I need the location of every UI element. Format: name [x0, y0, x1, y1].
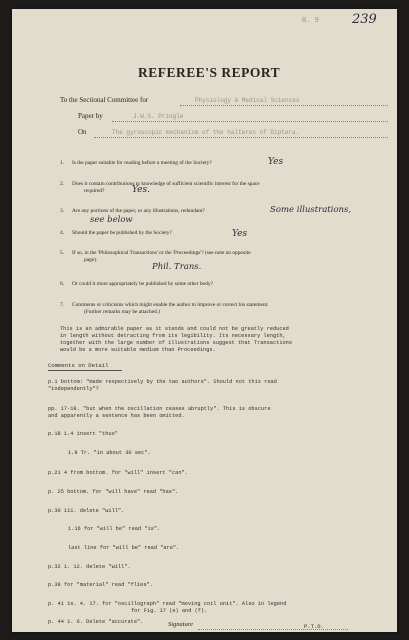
- committee-line: [180, 105, 388, 106]
- comment-line: p. 25 bottom. for "will have" read "has".: [48, 489, 179, 495]
- question-number: 6.: [60, 281, 65, 287]
- signature-label: Signature: [168, 621, 194, 628]
- question-text-continued: page).: [84, 257, 98, 263]
- summary-line: in length without detracting from its legibility. Its necessary length,: [60, 333, 286, 339]
- paper-title-value: The gyroscopic mechanism of the halteres of Diptera.: [112, 129, 300, 136]
- question-text: Are any portions of the paper, or any illustrations, redundant?: [72, 208, 205, 214]
- comment-line: p.1 bottom: "made respectively by the two authors". Should not this read: [48, 379, 277, 385]
- comment-line: for Fig. 17 (e) and (f).: [131, 608, 208, 614]
- comment-line: p.18 1.4 insert "thus": [48, 431, 118, 437]
- question-answer: Yes.: [132, 185, 150, 195]
- comment-line: "independently"?: [48, 386, 99, 392]
- committee-label: To the Sectional Committee for: [60, 96, 149, 104]
- question-text: Does it contain contributions to knowledge of sufficient scientific interest for the space: [72, 181, 260, 187]
- signature-line: [198, 629, 348, 630]
- question-text: Should the paper be published by the Society?: [72, 230, 172, 236]
- question-text: Or could it more appropriately be published by some other body?: [72, 281, 214, 287]
- author-value: J.W.S. Pringle: [133, 113, 184, 120]
- reference-number: R. 9: [302, 17, 319, 25]
- archive-number: 239: [352, 12, 377, 27]
- pto-note: P.T.O.: [304, 623, 324, 630]
- question-number: 5.: [60, 250, 65, 256]
- comment-line: p. 44 1. 6. Delete "accurate".: [48, 619, 144, 625]
- question-text: Comments or criticisms which might enable the author to improve or correct his statement.: [72, 302, 269, 308]
- author-line: [112, 121, 388, 122]
- question-number: 3.: [60, 208, 65, 214]
- question-answer: Phil. Trans.: [152, 262, 202, 272]
- summary-line: would be a more suitable medium than Proceedings.: [60, 347, 216, 353]
- comment-line: last line for "will be" read "are".: [68, 545, 180, 551]
- paper-by-label: Paper by: [78, 112, 103, 120]
- question-answer: Yes: [232, 229, 248, 239]
- question-answer-continued: see below: [90, 215, 133, 225]
- question-number: 4.: [60, 230, 65, 236]
- question-number: 1.: [60, 160, 65, 166]
- question-text: Is the paper suitable for reading before a meeting of the Society?: [72, 160, 212, 166]
- question-number: 2.: [60, 181, 65, 187]
- referee-report-sheet: [12, 9, 397, 632]
- question-number: 7.: [60, 302, 65, 308]
- comment-line: p.32 1. 12. delete "will".: [48, 564, 131, 570]
- question-answer: Yes: [268, 157, 284, 167]
- comment-line: and apparently a sentence has been omitted.: [48, 413, 185, 419]
- comment-line: p.30 111. delete "will".: [48, 508, 125, 514]
- paper-title-line: [94, 137, 388, 138]
- summary-line: This is an admirable paper as it stands and could not be greatly reduced: [60, 326, 289, 332]
- comment-line: p.21 4 from bottom. for "will" insert "can".: [48, 470, 188, 476]
- question-text: If so, in the 'Philosophical Transactions' or the 'Proceedings'? (see note on opposite: [72, 250, 251, 256]
- on-label: On: [78, 128, 87, 136]
- comment-line: 1.16 for "will be" read "is".: [68, 526, 161, 532]
- question-text-continued: required?: [84, 188, 105, 194]
- comments-heading: Comments on Detail: [48, 362, 109, 369]
- comments-heading-underline: [48, 370, 122, 371]
- page-title: REFEREE'S REPORT: [138, 65, 281, 80]
- comment-line: 1.8 Tr. "in about 30 sec".: [68, 450, 151, 456]
- comment-line: pp. 17-18. "but when the oscillation ceases abruptly". This is obscure: [48, 406, 271, 412]
- question-answer: Some illustrations,: [270, 205, 352, 215]
- committee-value: Physiology & Medical Sciences: [195, 97, 300, 104]
- comment-line: p.38 for "material" read "flies".: [48, 582, 153, 588]
- summary-line: together with the large number of illustrations suggest that Transactions: [60, 340, 293, 346]
- question-text-continued: (Further remarks may be attached.): [84, 309, 160, 315]
- comment-line: p. 41 1s. 4. 17. for "oscillograph" read "moving coil unit". Also in legend: [48, 601, 287, 607]
